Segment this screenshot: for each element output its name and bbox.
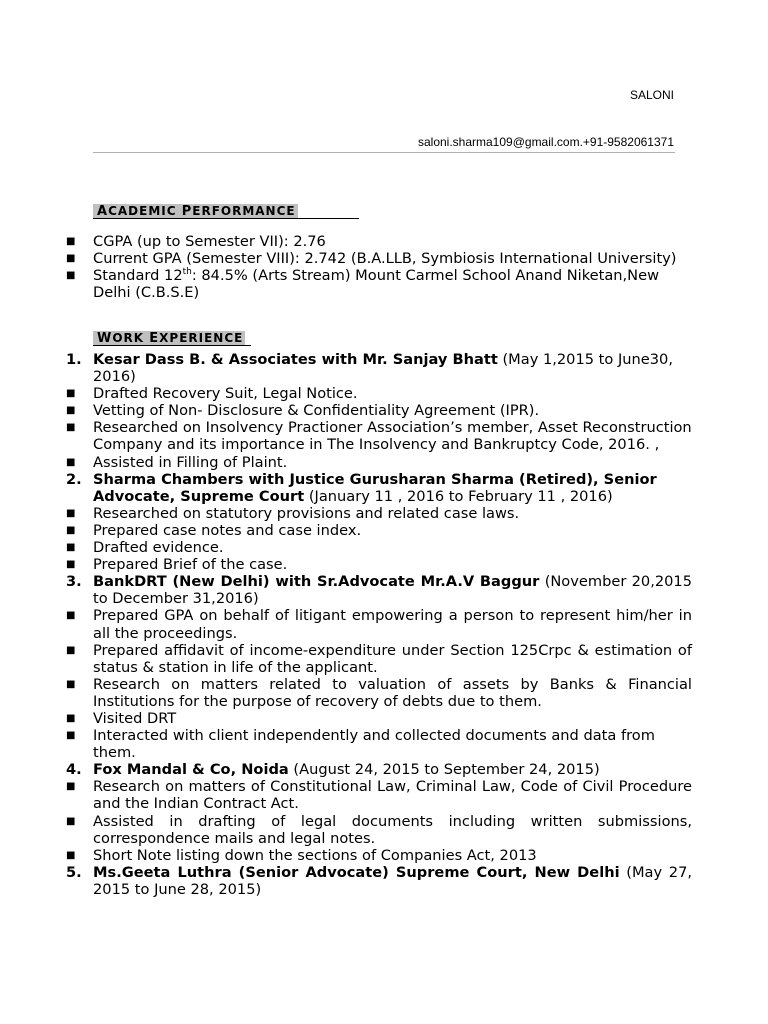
square-bullet-icon: ■: [66, 849, 76, 861]
list-item: ■ Drafted evidence.: [66, 539, 224, 557]
list-item: ■ Prepared affidavit of income-expenditure under Section 125Crpc & estimation of status & station in life of the applicant.: [66, 641, 692, 676]
list-item: ■ Prepared Brief of the case.: [66, 556, 288, 574]
square-bullet-icon: ■: [66, 388, 76, 400]
square-bullet-icon: ■: [66, 781, 76, 793]
list-item: ■ Standard 12th: 84.5% (Arts Stream) Mount Carmel School Anand Niketan,New Delhi (C.B.S.E): [66, 267, 660, 302]
list-item: ■ Prepared case notes and case index.: [66, 521, 362, 539]
square-bullet-icon: ■: [66, 524, 76, 536]
square-bullet-icon: ■: [66, 236, 76, 247]
square-bullet-icon: ■: [66, 610, 76, 622]
square-bullet-icon: ■: [66, 815, 76, 827]
square-bullet-icon: ■: [66, 644, 76, 656]
work-list: [0, 351, 768, 898]
square-bullet-icon: ■: [66, 270, 76, 282]
list-item: ■ Researched on Insolvency Practioner Association’s member, Asset Reconstruction Company and its importance in The Insolvency and Bankruptcy Code, 2016. ,: [66, 419, 692, 454]
academic-list: [0, 233, 768, 301]
square-bullet-icon: ■: [66, 456, 76, 468]
list-item: ■ Current GPA (Semester VIII): 2.742 (B.A.LLB, Symbiosis International University): [66, 250, 677, 268]
academic-section-title: ACADEMIC PERFORMANCE: [93, 204, 298, 219]
list-item: ■ Researched on statutory provisions and related case laws.: [66, 504, 520, 522]
square-bullet-icon: ■: [66, 542, 76, 554]
work-entry-heading: 3. BankDRT (New Delhi) with Sr.Advocate Mr.A.V Baggur (November 20,2015 to December 31,2016): [66, 573, 692, 608]
square-bullet-icon: ■: [66, 507, 76, 519]
list-item: ■ Research on matters related to valuation of assets by Banks & Financial Institutions for the purpose of recovery of debts due to them.: [66, 675, 692, 710]
candidate-name: SALONI: [629, 88, 674, 102]
work-title-underline: [93, 345, 251, 346]
square-bullet-icon: ■: [66, 712, 76, 724]
square-bullet-icon: ■: [66, 253, 76, 265]
list-item: ■ Interacted with client independently and collected documents and data from them.: [66, 727, 655, 762]
list-item: ■ Research on matters of Constitutional Law, Criminal Law, Code of Civil Procedure and the Indian Contract Act.: [66, 778, 692, 813]
contact-line: saloni.sharma109@gmail.com.+91-9582061371: [417, 135, 674, 149]
list-item: ■ Short Note listing down the sections of Companies Act, 2013: [66, 846, 537, 864]
work-entry-heading: 4. Fox Mandal & Co, Noida (August 24, 2015 to September 24, 2015): [66, 761, 600, 779]
list-item: ■ Drafted Recovery Suit, Legal Notice.: [66, 385, 358, 403]
list-item: ■ Visited DRT: [66, 709, 177, 727]
list-item: ■ CGPA (up to Semester VII): 2.76: [66, 233, 326, 250]
square-bullet-icon: ■: [66, 559, 76, 571]
academic-title-underline: [93, 218, 359, 219]
list-item: ■ Prepared GPA on behalf of litigant empowering a person to represent him/her in all the proceedings.: [66, 607, 692, 642]
work-entry-heading: 1. Kesar Dass B. & Associates with Mr. Sanjay Bhatt (May 1,2015 to June30, 2016): [66, 351, 673, 386]
work-entry-heading: 2. Sharma Chambers with Justice Gurusharan Sharma (Retired), Senior Advocate, Supreme Court (January 11 , 2016 to February 11 , 2016): [66, 470, 657, 505]
list-item: ■ Assisted in drafting of legal documents including written submissions, correspondence mails and legal notes.: [66, 812, 692, 847]
square-bullet-icon: ■: [66, 678, 76, 690]
square-bullet-icon: ■: [66, 730, 76, 742]
work-entry-heading: 5. Ms.Geeta Luthra (Senior Advocate) Supreme Court, New Delhi (May 27, 2015 to June 28, 2015): [66, 863, 692, 898]
header-divider: [93, 152, 675, 153]
square-bullet-icon: ■: [66, 405, 76, 417]
square-bullet-icon: ■: [66, 422, 76, 434]
list-item: ■ Vetting of Non- Disclosure & Confidentiality Agreement (IPR).: [66, 402, 540, 420]
work-section-title: WORK EXPERIENCE: [93, 331, 245, 346]
list-item: ■ Assisted in Filling of Plaint.: [66, 453, 288, 471]
